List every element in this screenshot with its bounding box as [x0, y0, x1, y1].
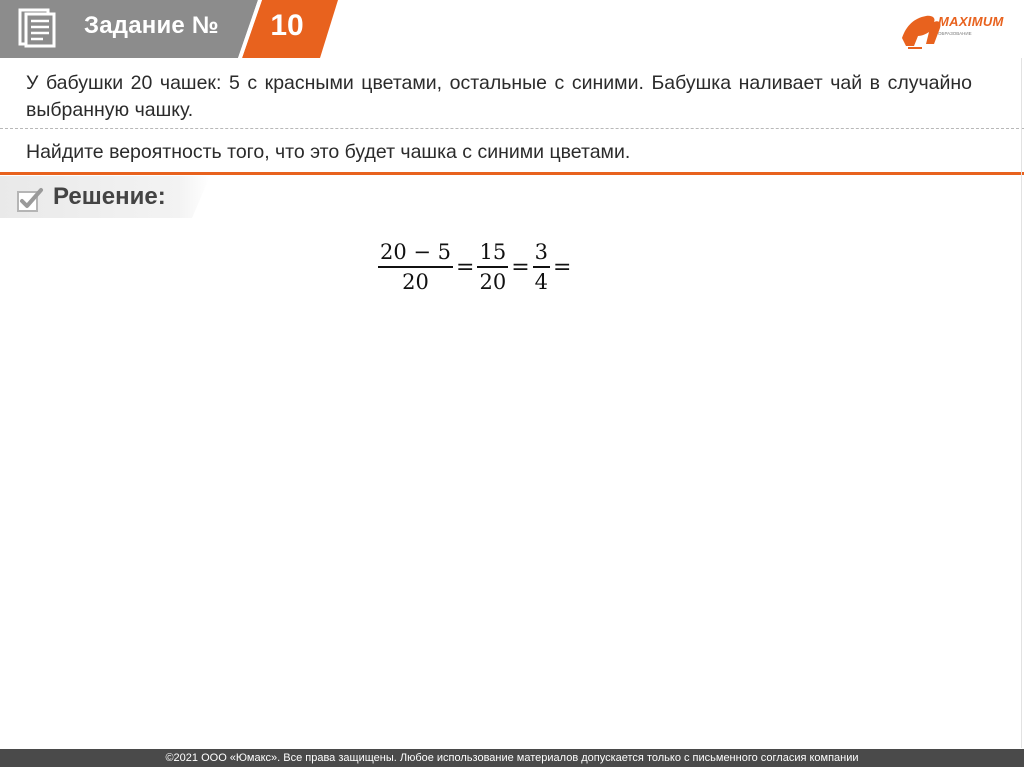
solution-label: Решение:	[53, 183, 166, 210]
equals-sign-1: =	[456, 254, 475, 280]
fraction-3-numerator: 3	[534, 240, 549, 265]
solution-formula	[378, 232, 574, 302]
footer-bar	[0, 749, 1024, 767]
problem-text: У бабушки 20 чашек: 5 с красными цветами, остальные с синими. Бабушка наливает чай в случайно выбранную чашку.	[26, 72, 972, 121]
orange-divider	[0, 172, 1024, 175]
fraction-1	[378, 238, 453, 296]
footer-copyright: ©2021 ООО «Юмакс». Все права защищены. Любое использование материалов допускается только с письменного согласия компании	[165, 752, 859, 764]
logo-wordmark: MAXIMUM	[938, 14, 1004, 29]
fraction-2-denominator: 20	[479, 269, 507, 294]
logo-subtitle: ОБРАЗОВАНИЕ	[938, 31, 972, 36]
fraction-1-numerator: 20 − 5	[380, 240, 452, 265]
dashed-divider	[0, 128, 1024, 129]
problem-question: Найдите вероятность того, что это будет чашка с синими цветами.	[26, 141, 631, 163]
document-icon	[18, 8, 56, 48]
right-border-line	[1021, 58, 1022, 748]
fraction-3-denominator: 4	[534, 269, 549, 294]
header-title: Задание №	[84, 12, 219, 39]
fraction-3	[533, 238, 550, 296]
fraction-1-denominator: 20	[402, 269, 429, 294]
fraction-2	[477, 238, 508, 296]
task-number: 10	[270, 9, 304, 42]
checkbox-check-icon	[16, 187, 44, 213]
equals-sign-3: =	[553, 254, 572, 280]
fraction-2-numerator: 15	[479, 240, 507, 265]
equals-sign-2: =	[511, 254, 530, 280]
